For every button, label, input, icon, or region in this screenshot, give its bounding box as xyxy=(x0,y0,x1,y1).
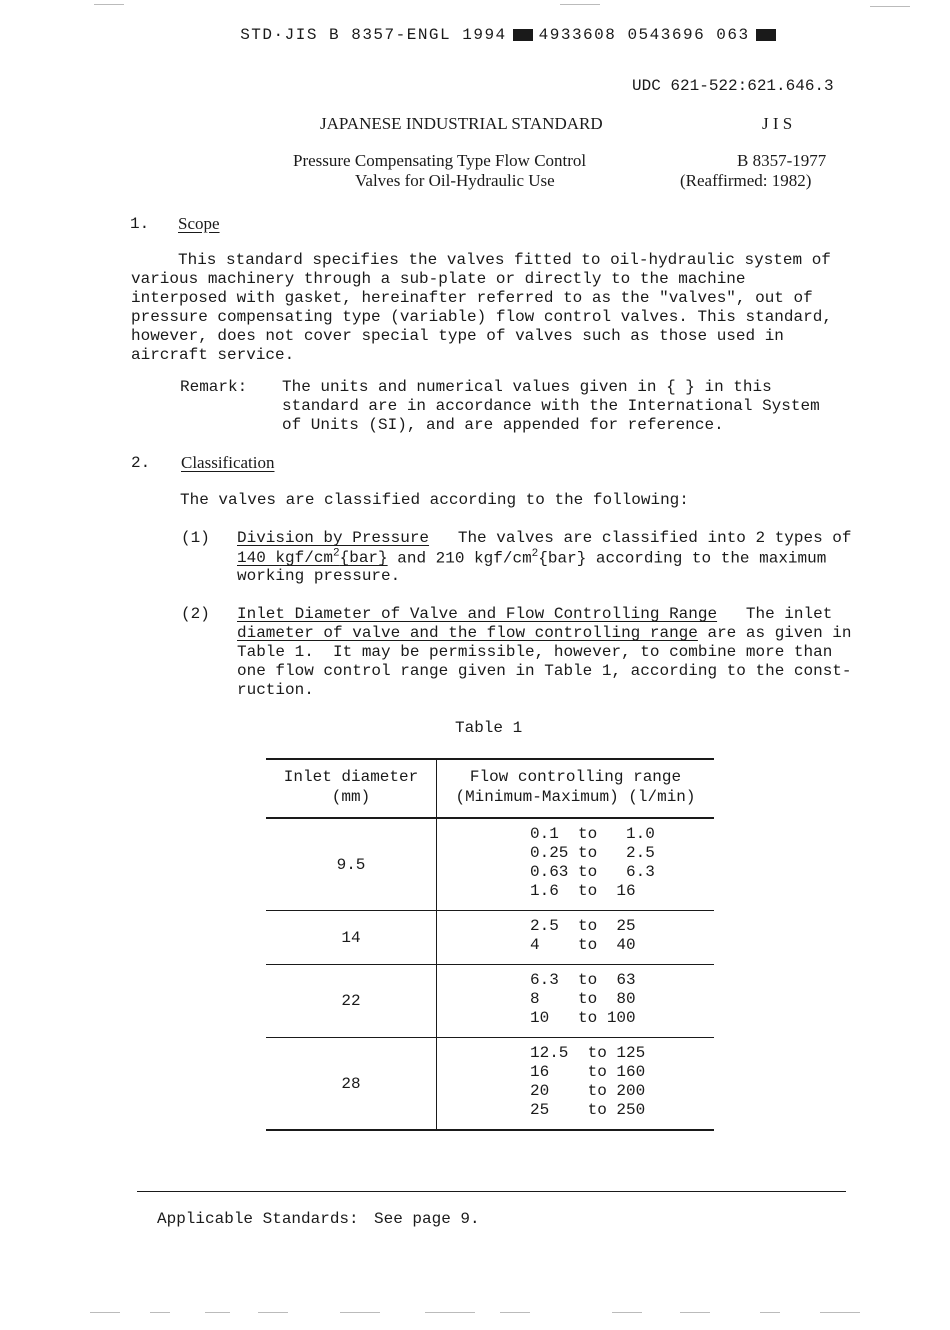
reaffirmed-year: (Reaffirmed: 1982) xyxy=(680,171,812,190)
cell-diameter: 14 xyxy=(266,911,437,965)
section-1-heading: Scope xyxy=(178,214,220,233)
cell-flow-range xyxy=(437,911,715,965)
item-1-line-1 xyxy=(237,529,852,547)
scope-paragraph: This standard specifies the valves fitted to oil-hydraulic system of various machinery through a sub-plate or directly to the machine interposed with gasket, hereinafter referred to as the "valves", out of pressure compensating type (variable) flow control valves. This standard, however, does not cover special type of valves such as those used in aircraft service. xyxy=(131,251,832,364)
redaction-block-1 xyxy=(513,29,533,41)
flow-range-value: 0.1 to 1.0 xyxy=(530,825,655,843)
pressure-140: 140 kgf/$cm^2\{bar\}$ xyxy=(237,548,388,568)
cell-diameter: 22 xyxy=(266,965,437,1038)
title-line-2: Valves for Oil-Hydraulic Use xyxy=(355,171,555,190)
remark-label: Remark: xyxy=(180,378,248,396)
item-1-line-2: 140 kgf/$cm^2\{bar\}$ and 210 kgf/$cm^2\{bar\}$ according to the maximum xyxy=(237,548,827,568)
remark-text: The units and numerical values given in { } in this standard are in accordance with the International System of Units (SI), and are appended for reference. xyxy=(282,378,820,434)
document-code-header xyxy=(218,8,782,44)
cell-diameter: 28 xyxy=(266,1038,437,1131)
section-1-number: 1. xyxy=(130,215,150,233)
applicable-standards-value: See page 9. xyxy=(374,1210,480,1228)
section-2-heading: Classification xyxy=(181,453,275,472)
flow-range-value: 20 to 200 xyxy=(530,1082,646,1100)
flow-range-value: 8 to 80 xyxy=(530,990,636,1008)
cell-flow-range xyxy=(437,1038,715,1131)
item-2-number: (2) xyxy=(181,605,210,623)
section-2-number: 2. xyxy=(131,454,151,472)
item-1-number: (1) xyxy=(181,529,210,547)
redaction-block-2 xyxy=(756,29,776,41)
flow-range-table xyxy=(266,758,714,1131)
flow-range-value: 2.5 to 25 xyxy=(530,917,636,935)
jis-mark: J I S xyxy=(762,114,793,133)
item-2-line-5: ruction. xyxy=(237,681,314,699)
applicable-standards-label: Applicable Standards: xyxy=(157,1210,359,1228)
item-2-line-3: Table 1. It may be permissible, however, to combine more than xyxy=(237,643,833,661)
title-line-1: Pressure Compensating Type Flow Control xyxy=(293,151,587,170)
flow-range-value: 12.5 to 125 xyxy=(530,1044,646,1062)
flow-range-value: 0.63 to 6.3 xyxy=(530,863,655,881)
flow-range-value: 4 to 40 xyxy=(530,936,636,954)
udc-number: UDC 621-522:621.646.3 xyxy=(632,77,834,95)
table-row xyxy=(266,818,714,911)
barcode-number: 4933608 0543696 063 xyxy=(538,26,750,44)
classification-intro: The valves are classified according to the following: xyxy=(180,491,689,509)
flow-range-value: 16 to 160 xyxy=(530,1063,646,1081)
item-2-heading: Inlet Diameter of Valve and Flow Controlling Range xyxy=(237,605,718,623)
footer-rule xyxy=(137,1191,846,1192)
cell-flow-range xyxy=(437,818,715,911)
col-header-flow-range: Flow controlling range (Minimum-Maximum) (l/min) xyxy=(437,759,715,818)
table-row xyxy=(266,965,714,1038)
item-2-line-4: one flow control range given in Table 1, according to the const- xyxy=(237,662,852,680)
flow-range-value: 6.3 to 63 xyxy=(530,971,636,989)
standard-name: JAPANESE INDUSTRIAL STANDARD xyxy=(320,114,603,133)
flow-range-value: 10 to 100 xyxy=(530,1009,636,1027)
item-2-line-2: diameter of valve and the flow controlling range are as given in xyxy=(237,624,852,642)
flow-range-value: 1.6 to 16 xyxy=(530,882,636,900)
cell-flow-range xyxy=(437,965,715,1038)
item-2-line-1: Inlet Diameter of Valve and Flow Controlling Range The inlet xyxy=(237,605,833,623)
table-row xyxy=(266,911,714,965)
standard-number: B 8357-1977 xyxy=(737,151,827,170)
item-1-heading: Division by Pressure xyxy=(237,529,430,547)
table-1-title: Table 1 xyxy=(455,719,523,737)
flow-range-value: 25 to 250 xyxy=(530,1101,646,1119)
flow-range-value: 0.25 to 2.5 xyxy=(530,844,655,862)
item-1-text: The valves are classified into 2 types of xyxy=(457,529,852,547)
table-row xyxy=(266,1038,714,1131)
item-1-line-3: working pressure. xyxy=(237,567,401,585)
col-header-diameter: Inlet diameter (mm) xyxy=(266,759,437,818)
std-code: STD·JIS B 8357-ENGL 1994 xyxy=(240,26,507,44)
cell-diameter: 9.5 xyxy=(266,818,437,911)
